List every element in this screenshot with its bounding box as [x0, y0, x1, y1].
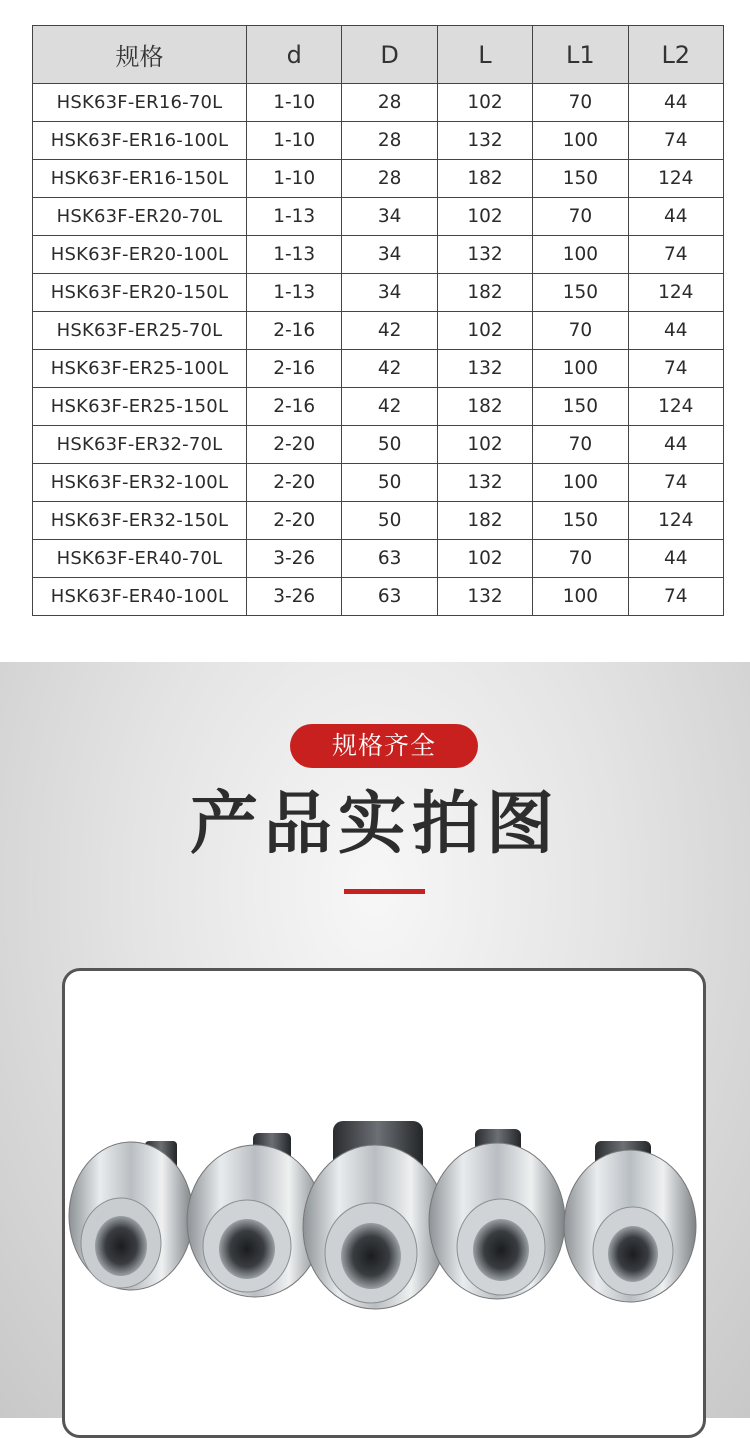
cell-model: HSK63F-ER20-100L — [33, 236, 247, 274]
cell-L2: 74 — [628, 464, 723, 502]
cell-d: 2-16 — [247, 388, 342, 426]
cell-L2: 74 — [628, 122, 723, 160]
spec-section — [0, 0, 750, 662]
cell-D: 42 — [342, 388, 437, 426]
header-L1: L1 — [533, 26, 628, 84]
cell-D: 28 — [342, 160, 437, 198]
cell-D: 63 — [342, 578, 437, 616]
table-row — [33, 426, 724, 464]
cell-L1: 150 — [533, 502, 628, 540]
header-D: D — [342, 26, 437, 84]
cell-D: 50 — [342, 426, 437, 464]
cell-model: HSK63F-ER16-70L — [33, 84, 247, 122]
table-row — [33, 350, 724, 388]
table-row — [33, 274, 724, 312]
cell-D: 28 — [342, 84, 437, 122]
cell-model: HSK63F-ER32-150L — [33, 502, 247, 540]
cell-L2: 44 — [628, 198, 723, 236]
cell-model: HSK63F-ER40-70L — [33, 540, 247, 578]
tool-holder-5 — [564, 1141, 696, 1302]
cell-D: 50 — [342, 502, 437, 540]
table-row — [33, 388, 724, 426]
table-row — [33, 312, 724, 350]
cell-L1: 100 — [533, 464, 628, 502]
cell-L2: 124 — [628, 502, 723, 540]
cell-d: 1-13 — [247, 274, 342, 312]
tool-holder-2 — [187, 1133, 323, 1297]
cell-L1: 150 — [533, 274, 628, 312]
cell-L: 102 — [437, 540, 532, 578]
cell-L: 132 — [437, 578, 532, 616]
table-row — [33, 198, 724, 236]
cell-d: 1-13 — [247, 198, 342, 236]
cell-d: 2-20 — [247, 426, 342, 464]
cell-L2: 44 — [628, 312, 723, 350]
table-header-row — [33, 26, 724, 84]
title-underline — [344, 889, 425, 894]
cell-d: 1-10 — [247, 84, 342, 122]
cell-d: 2-16 — [247, 312, 342, 350]
cell-d: 2-20 — [247, 502, 342, 540]
cell-L: 102 — [437, 426, 532, 464]
cell-D: 34 — [342, 236, 437, 274]
cell-L1: 150 — [533, 160, 628, 198]
cell-d: 1-13 — [247, 236, 342, 274]
cell-d: 1-10 — [247, 122, 342, 160]
cell-model: HSK63F-ER40-100L — [33, 578, 247, 616]
cell-L: 132 — [437, 350, 532, 388]
cell-L2: 74 — [628, 578, 723, 616]
cell-L: 132 — [437, 236, 532, 274]
cell-L: 102 — [437, 312, 532, 350]
header-L2: L2 — [628, 26, 723, 84]
table-row — [33, 160, 724, 198]
cell-L2: 124 — [628, 160, 723, 198]
cell-L1: 70 — [533, 84, 628, 122]
cell-d: 3-26 — [247, 540, 342, 578]
cell-d: 3-26 — [247, 578, 342, 616]
cell-L2: 74 — [628, 236, 723, 274]
section-title: 产品实拍图 — [189, 785, 560, 864]
table-row — [33, 502, 724, 540]
table-row — [33, 578, 724, 616]
cell-D: 34 — [342, 198, 437, 236]
cell-d: 2-20 — [247, 464, 342, 502]
header-spec: 规格 — [33, 26, 247, 84]
cell-model: HSK63F-ER16-150L — [33, 160, 247, 198]
cell-D: 42 — [342, 312, 437, 350]
cell-D: 50 — [342, 464, 437, 502]
cell-L: 182 — [437, 160, 532, 198]
cell-L1: 100 — [533, 350, 628, 388]
cell-L2: 44 — [628, 540, 723, 578]
cell-L: 182 — [437, 502, 532, 540]
spec-table — [32, 25, 724, 616]
header-d: d — [247, 26, 342, 84]
cell-L: 132 — [437, 464, 532, 502]
cell-model: HSK63F-ER32-100L — [33, 464, 247, 502]
table-row — [33, 236, 724, 274]
cell-L2: 44 — [628, 426, 723, 464]
cell-d: 2-16 — [247, 350, 342, 388]
table-row — [33, 464, 724, 502]
tool-holder-4 — [429, 1129, 565, 1299]
cell-L1: 70 — [533, 540, 628, 578]
cell-model: HSK63F-ER25-100L — [33, 350, 247, 388]
cell-L2: 124 — [628, 274, 723, 312]
header-L: L — [437, 26, 532, 84]
cell-d: 1-10 — [247, 160, 342, 198]
cell-D: 28 — [342, 122, 437, 160]
cell-L: 182 — [437, 274, 532, 312]
cell-L: 132 — [437, 122, 532, 160]
cell-D: 63 — [342, 540, 437, 578]
cell-L2: 124 — [628, 388, 723, 426]
tool-holder-3 — [303, 1121, 447, 1309]
cell-model: HSK63F-ER20-70L — [33, 198, 247, 236]
table-row — [33, 84, 724, 122]
cell-model: HSK63F-ER25-150L — [33, 388, 247, 426]
cell-model: HSK63F-ER16-100L — [33, 122, 247, 160]
product-photo — [65, 971, 706, 1438]
table-row — [33, 122, 724, 160]
category-badge: 规格齐全 — [290, 724, 478, 768]
cell-L1: 150 — [533, 388, 628, 426]
cell-model: HSK63F-ER25-70L — [33, 312, 247, 350]
table-row — [33, 540, 724, 578]
cell-L1: 70 — [533, 198, 628, 236]
cell-L1: 100 — [533, 122, 628, 160]
tool-holder-1 — [69, 1141, 193, 1290]
photo-section — [0, 662, 750, 1418]
cell-L1: 70 — [533, 312, 628, 350]
cell-D: 34 — [342, 274, 437, 312]
cell-L1: 100 — [533, 578, 628, 616]
product-photo-frame — [62, 968, 706, 1438]
cell-L: 102 — [437, 84, 532, 122]
cell-L: 182 — [437, 388, 532, 426]
cell-L1: 70 — [533, 426, 628, 464]
cell-model: HSK63F-ER20-150L — [33, 274, 247, 312]
cell-L1: 100 — [533, 236, 628, 274]
cell-model: HSK63F-ER32-70L — [33, 426, 247, 464]
cell-L: 102 — [437, 198, 532, 236]
cell-D: 42 — [342, 350, 437, 388]
cell-L2: 44 — [628, 84, 723, 122]
cell-L2: 74 — [628, 350, 723, 388]
